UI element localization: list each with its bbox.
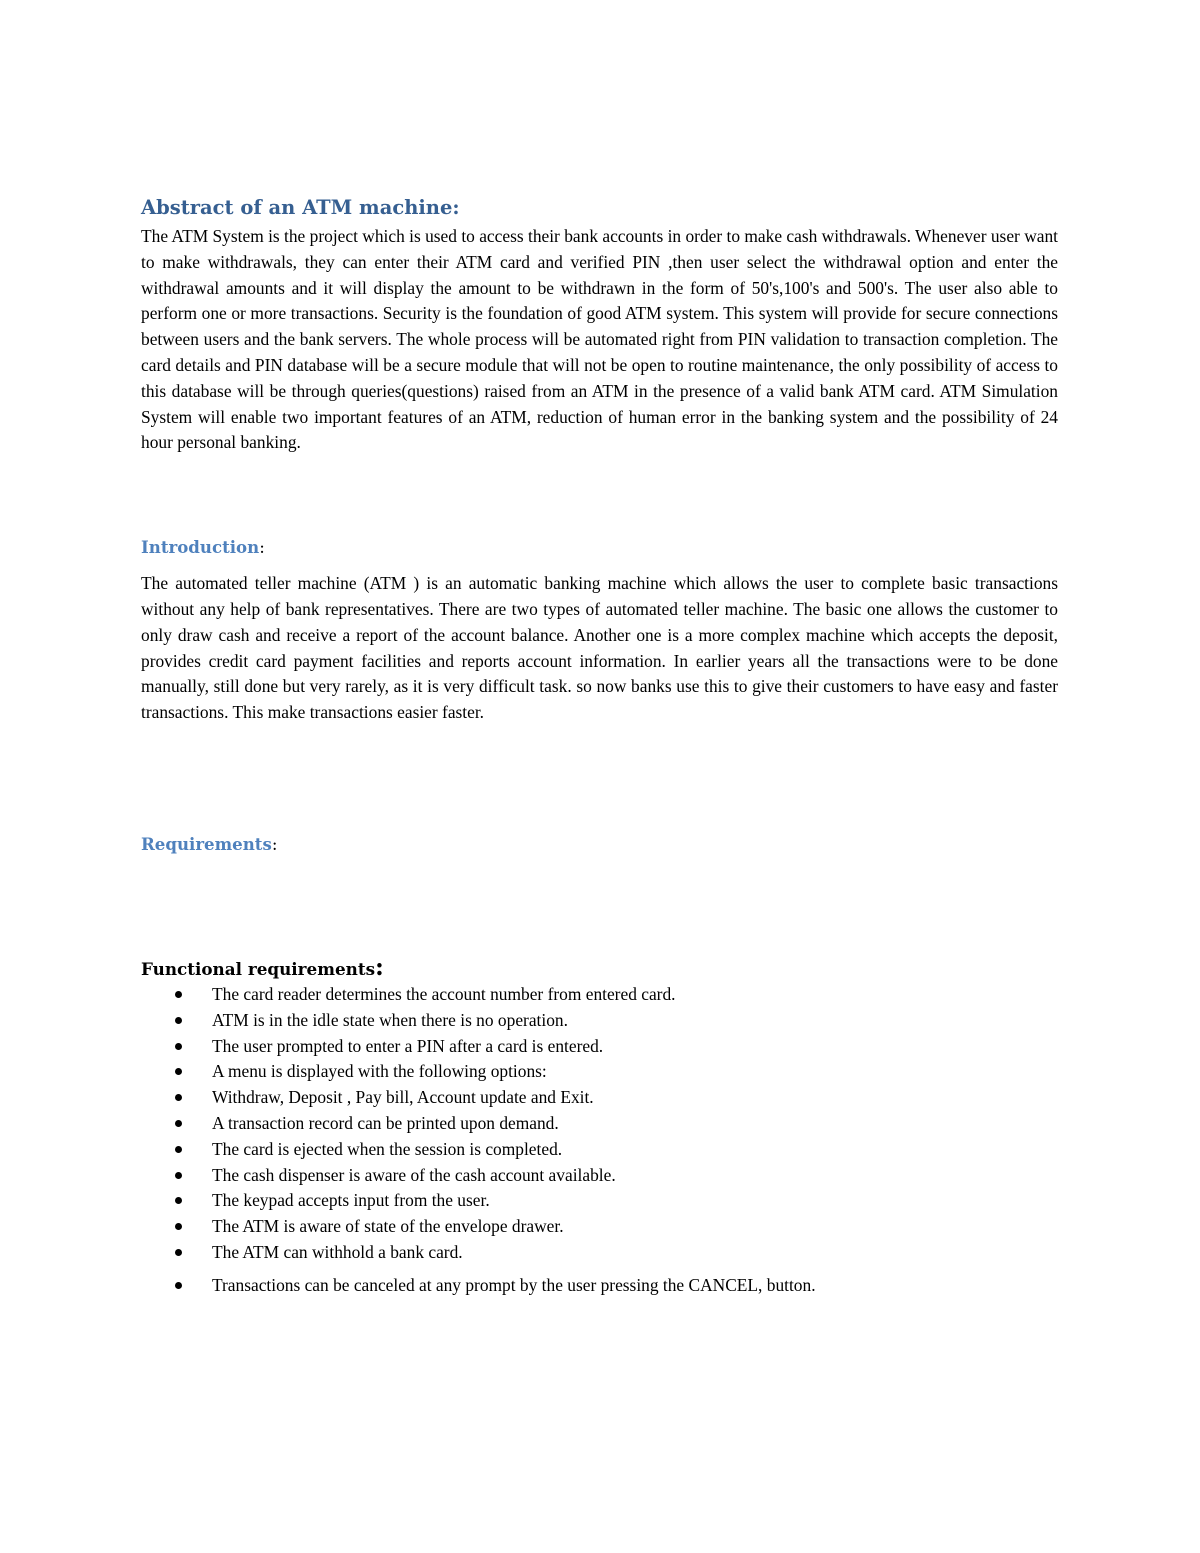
- list-item: [141, 1085, 1058, 1111]
- functional-requirements-list: [141, 982, 1058, 1299]
- bullet-icon: [175, 1017, 182, 1024]
- functional-requirements-heading-text: Functional requirements: [141, 958, 376, 979]
- list-item-text: The user prompted to enter a PIN after a card is entered.: [212, 1035, 604, 1056]
- list-item: [141, 1008, 1058, 1034]
- list-item: [141, 1111, 1058, 1137]
- document-content: [141, 193, 1058, 1299]
- list-item: [141, 1273, 1058, 1299]
- bullet-icon: [175, 1223, 182, 1230]
- bullet-icon: [175, 1094, 182, 1101]
- list-item: [141, 1137, 1058, 1163]
- introduction-paragraph: The automated teller machine (ATM ) is an automatic banking machine which allows the user to complete basic transactions without any help of bank representatives. There are two types of automated teller machine. The basic one allows the customer to only draw cash and receive a report of the account balance. Another one is a more complex machine which accepts the deposit, provides credit card payment facilities and reports account information. In earlier years all the transactions were to be done manually, still done but very rarely, as it is very difficult task. so now banks use this to give their customers to have easy and faster transactions. This make transactions easier faster.: [141, 573, 1058, 723]
- list-item: [141, 982, 1058, 1008]
- list-item-text: The keypad accepts input from the user.: [212, 1190, 490, 1211]
- list-item: [141, 1188, 1058, 1214]
- list-item: [141, 1034, 1058, 1060]
- introduction-heading-text: Introduction: [141, 537, 260, 558]
- bullet-icon: [175, 1197, 182, 1204]
- list-item: [141, 1059, 1058, 1085]
- list-item: [141, 1163, 1058, 1189]
- introduction-heading-colon: :: [259, 538, 265, 558]
- list-item-text: A menu is displayed with the following options:: [212, 1061, 547, 1082]
- bullet-icon: [175, 1172, 182, 1179]
- list-item-text: Transactions can be canceled at any prompt by the user pressing the CANCEL, button.: [212, 1274, 816, 1295]
- list-item-text: The ATM is aware of state of the envelope drawer.: [212, 1216, 564, 1237]
- requirements-heading-colon: :: [271, 834, 278, 854]
- list-item-text: The ATM can withhold a bank card.: [212, 1241, 463, 1262]
- introduction-heading: [141, 535, 1058, 560]
- list-item-text: A transaction record can be printed upon demand.: [212, 1112, 559, 1133]
- list-item-text: The card reader determines the account number from entered card.: [212, 983, 676, 1004]
- requirements-heading: [141, 832, 1058, 857]
- bullet-icon: [175, 1282, 182, 1289]
- list-item-text: ATM is in the idle state when there is no operation.: [212, 1009, 568, 1030]
- abstract-heading: Abstract of an ATM machine:: [141, 196, 460, 219]
- bullet-icon: [175, 1043, 182, 1050]
- list-item: [141, 1240, 1058, 1266]
- list-item: [141, 1214, 1058, 1240]
- list-item-text: The cash dispenser is aware of the cash account available.: [212, 1164, 616, 1185]
- bullet-icon: [175, 1068, 182, 1075]
- requirements-heading-text: Requirements: [141, 833, 272, 854]
- functional-requirements-heading-colon: :: [375, 951, 384, 981]
- bullet-icon: [175, 1146, 182, 1153]
- abstract-paragraph: The ATM System is the project which is used to access their bank accounts in order to make cash withdrawals. Whenever user want to make withdrawals, they can enter their ATM card and verified PIN ,then user select the withdrawal option and enter the withdrawal amounts and it will display the amount to be withdrawn in the form of 50's,100's and 500's. The user also able to perform one or more transactions. Security is the foundation of good ATM system. This system will provide for secure connections between users and the bank servers. The whole process will be automated right from PIN validation to transaction completion. The card details and PIN database will be a secure module that will not be open to routine maintenance, the only possibility of access to this database will be through queries(questions) raised from an ATM in the presence of a valid bank ATM card. ATM Simulation System will enable two important features of an ATM, reduction of human error in the banking system and the possibility of 24 hour personal banking.: [141, 226, 1058, 453]
- list-item-text: Withdraw, Deposit , Pay bill, Account update and Exit.: [212, 1087, 594, 1108]
- bullet-icon: [175, 991, 182, 998]
- bullet-icon: [175, 1249, 182, 1256]
- bullet-icon: [175, 1120, 182, 1127]
- functional-requirements-heading: [141, 951, 1058, 982]
- list-item-text: The card is ejected when the session is completed.: [212, 1138, 563, 1159]
